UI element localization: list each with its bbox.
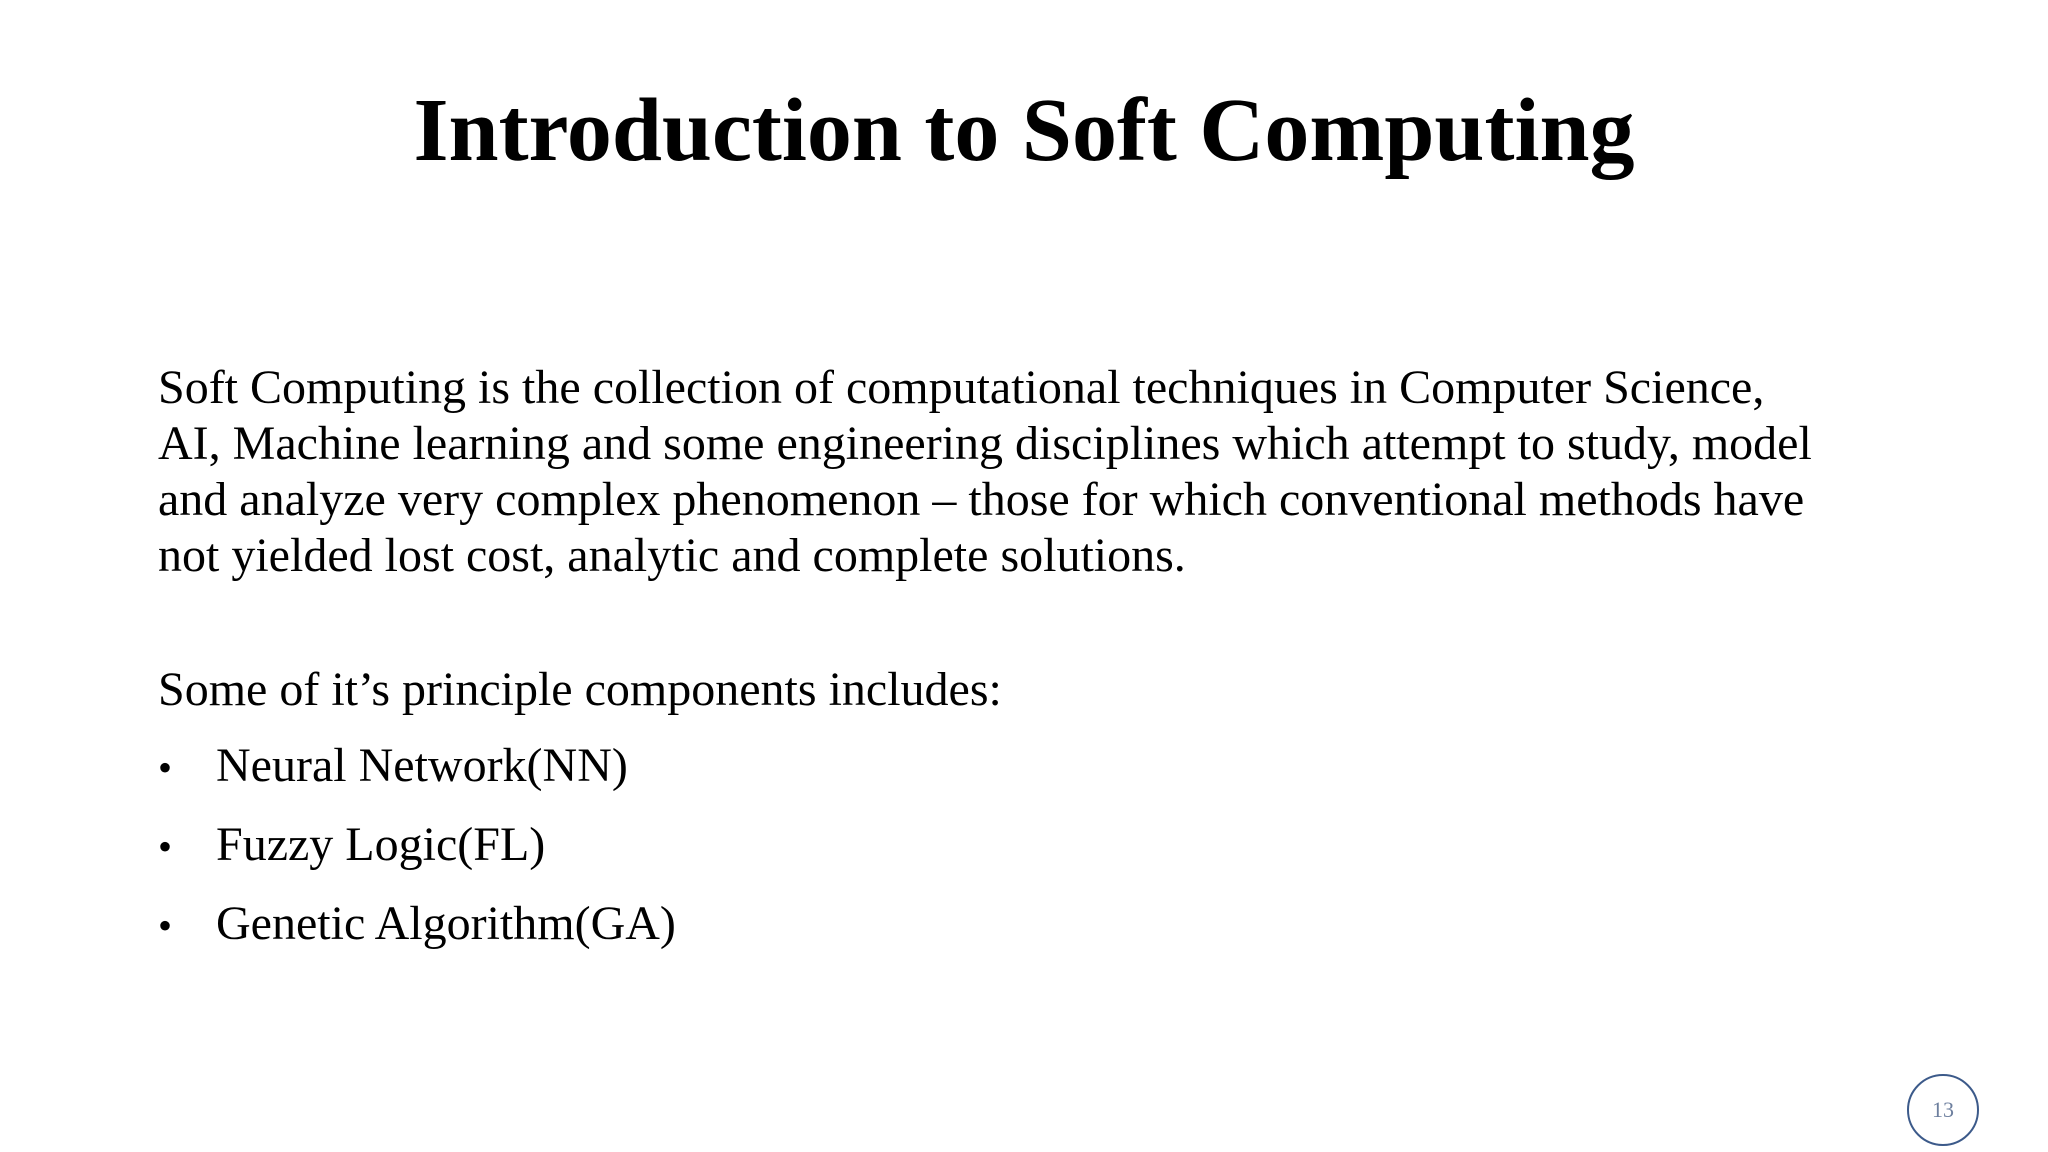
definition-paragraph <box>158 360 1958 584</box>
paragraph-line: Soft Computing is the collection of computational techniques in Computer Science, <box>158 361 1765 414</box>
page-number-badge <box>1907 1074 1979 1146</box>
list-item <box>158 817 1958 875</box>
slide-title: Introduction to Soft Computing <box>413 81 1635 180</box>
component-label: Fuzzy Logic(FL) <box>216 818 546 871</box>
list-item <box>158 896 1958 954</box>
component-label: Neural Network(NN) <box>216 739 628 792</box>
bullet-icon: • <box>158 903 173 948</box>
paragraph-line: AI, Machine learning and some engineering disciplines which attempt to study, model <box>158 417 1812 470</box>
paragraph-line: and analyze very complex phenomenon – those for which conventional methods have <box>158 473 1805 526</box>
bullet-icon: • <box>158 824 173 869</box>
paragraph-line: not yielded lost cost, analytic and complete solutions. <box>158 529 1186 582</box>
list-item <box>158 738 1958 796</box>
component-label: Genetic Algorithm(GA) <box>216 897 676 950</box>
bullet-icon: • <box>158 745 173 790</box>
components-intro: Some of it’s principle components includes: <box>158 663 1002 716</box>
slide-body <box>158 360 1958 975</box>
components-list <box>158 738 1958 954</box>
page-number: 13 <box>1932 1097 1954 1122</box>
